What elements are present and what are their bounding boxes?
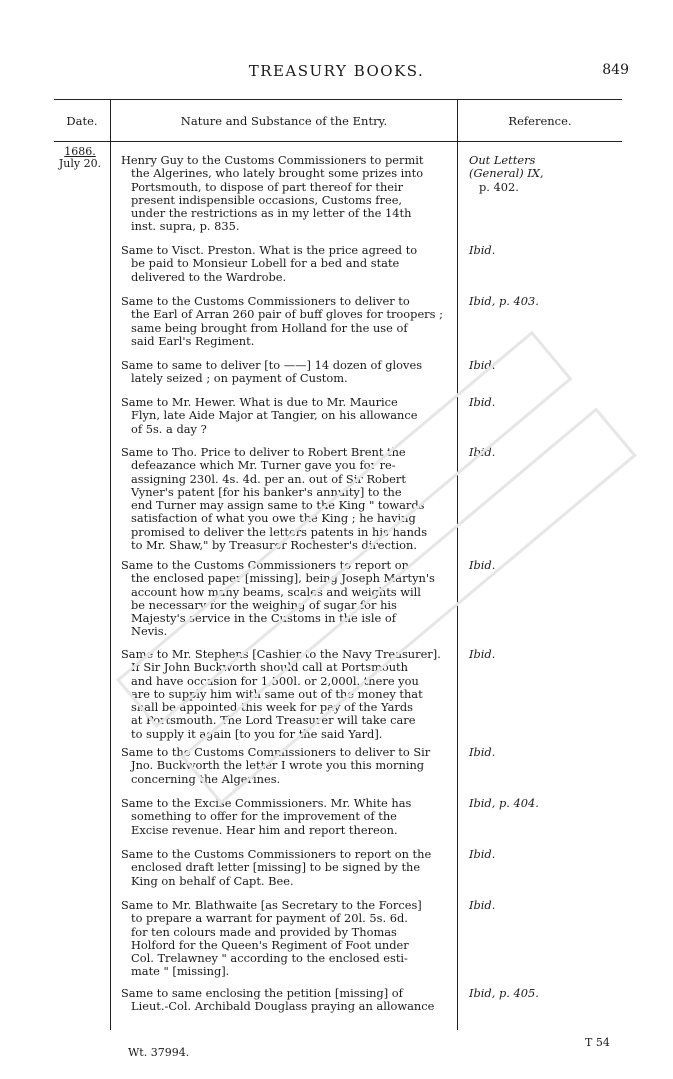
entry-line: Lieut.-Col. Archibald Douglass praying an allowance <box>131 999 435 1014</box>
entry-line: and have occasion for 1,500l. or 2,000l. there you <box>131 673 419 688</box>
date-column-header: Date. <box>66 114 98 128</box>
entry-line: to supply it again [to you for the said Yard]. <box>131 726 383 741</box>
reference-line: Ibid, p. 403. <box>469 294 539 308</box>
reference-line: Ibid. <box>469 847 496 861</box>
entry-text <box>121 446 456 552</box>
entry-line: be paid to Monsieur Lobell for a bed and state <box>131 256 400 271</box>
entry-line: said Earl's Regiment. <box>131 333 255 348</box>
entry-reference <box>469 648 589 661</box>
date-year: 1686. <box>64 145 96 158</box>
entry-line: assigning 230l. 4s. 4d. per an. out of Sir Robert <box>131 471 406 486</box>
entry-line: Nevis. <box>131 624 168 639</box>
entry-line: Same to the Customs Commissioners to deliver to Sir <box>121 745 431 759</box>
entry-line: Same to Tho. Price to deliver to Robert Brent the <box>121 445 406 459</box>
entry-text <box>121 848 456 888</box>
entry-reference <box>469 797 589 810</box>
entry-line: the enclosed paper [missing], being Joseph Martyn's <box>131 571 435 586</box>
entry-line: concerning the Algerines. <box>131 771 281 786</box>
entry-text <box>121 244 456 284</box>
entry-line: Holford for the Queen's Regiment of Foot under <box>131 937 409 952</box>
entry-line: Same to same enclosing the petition [missing] of <box>121 986 403 1000</box>
table-header-rule <box>54 141 622 142</box>
entry-line: enclosed draft letter [missing] to be signed by the <box>131 860 421 875</box>
nature-column-header: Nature and Substance of the Entry. <box>180 114 388 128</box>
entry-reference <box>469 154 589 194</box>
reference-line: Out Letters (General) IX, <box>469 153 544 181</box>
reference-column-divider <box>457 100 458 1030</box>
entry-line: shall be appointed this week for pay of the Yards <box>131 700 414 715</box>
entry-reference <box>469 987 589 1000</box>
entry-reference <box>469 899 589 912</box>
entry-reference <box>469 446 589 459</box>
entry-line: lately seized ; on payment of Custom. <box>131 371 348 386</box>
entry-line: Same to Mr. Blathwaite [as Secretary to the Forces] <box>121 898 422 912</box>
entry-line: account how many beams, scales and weights will <box>131 584 421 599</box>
entry-line: the Earl of Arran 260 pair of buff gloves for troopers ; <box>131 307 443 322</box>
entry-line: Same to the Excise Commissioners. Mr. White has <box>121 796 412 810</box>
entry-text <box>121 648 456 741</box>
entry-line: to prepare a warrant for payment of 20l. 5s. 6d. <box>131 911 408 926</box>
entry-line: Col. Trelawney " according to the enclosed esti- <box>131 951 408 966</box>
entry-text <box>121 987 456 1014</box>
entry-line: be necessary for the weighing of sugar for his <box>131 597 397 612</box>
entry-line: Portsmouth, to dispose of part thereof for their <box>131 179 404 194</box>
reference-line: Ibid, p. 405. <box>469 986 539 1000</box>
reference-line: Ibid. <box>469 445 496 459</box>
entry-text <box>121 295 456 348</box>
entry-line: present indispensible occasions, Customs free, <box>131 192 403 207</box>
entry-text <box>121 899 456 979</box>
entry-line: Henry Guy to the Customs Commissioners to permit <box>121 153 424 167</box>
entry-line: same being brought from Holland for the use of <box>131 320 408 335</box>
entry-line: Same to Visct. Preston. What is the price agreed to <box>121 243 418 257</box>
entry-line: Vyner's patent [for his banker's annuity] to the <box>131 484 402 499</box>
reference-line: Ibid. <box>469 395 496 409</box>
entry-reference <box>469 396 589 409</box>
entry-line: of 5s. a day ? <box>131 421 207 436</box>
entry-line: If Sir John Buckworth should call at Portsmouth <box>131 660 408 675</box>
entry-line: are to supply him with same out of the money that <box>131 686 423 701</box>
entry-text <box>121 154 456 234</box>
entry-reference <box>469 848 589 861</box>
reference-line: Ibid. <box>469 898 496 912</box>
entry-line: promised to deliver the letters patents in his hands <box>131 524 428 539</box>
entry-line: Same to same to deliver [to ——] 14 dozen of gloves <box>121 358 423 372</box>
entry-line: Same to the Customs Commissioners to deliver to <box>121 294 410 308</box>
entry-reference <box>469 559 589 572</box>
running-title: TREASURY BOOKS. <box>248 62 425 80</box>
entry-line: mate " [missing]. <box>131 964 230 979</box>
entry-line: Same to the Customs Commissioners to report on <box>121 558 409 572</box>
entry-text <box>121 559 456 639</box>
reference-line: Ibid. <box>469 745 496 759</box>
reference-line: Ibid. <box>469 243 496 257</box>
entry-line: Jno. Buckworth the letter I wrote you this morning <box>131 758 425 773</box>
date-column-divider <box>110 100 111 1030</box>
entry-line: Excise revenue. Hear him and report thereon. <box>131 822 398 837</box>
entry-line: satisfaction of what you owe the King ; he having <box>131 511 416 526</box>
print-code: Wt. 37994. <box>128 1046 190 1059</box>
entry-line: to Mr. Shaw," by Treasurer Rochester's direction. <box>131 538 417 553</box>
entry-text <box>121 797 456 837</box>
reference-line: Ibid, p. 404. <box>469 796 539 810</box>
entry-reference <box>469 295 589 308</box>
entry-text <box>121 359 456 386</box>
entry-line: Flyn, late Aide Major at Tangier, on his allowance <box>131 408 418 423</box>
entry-reference <box>469 746 589 759</box>
entry-line: Same to Mr. Stephens [Cashier to the Navy Treasurer]. <box>121 647 441 661</box>
table-top-rule <box>54 99 622 100</box>
reference-line: p. 402. <box>479 179 519 194</box>
entry-line: for ten colours made and provided by Thomas <box>131 924 397 939</box>
reference-line: Ibid. <box>469 647 496 661</box>
entry-line: at Portsmouth. The Lord Treasurer will take care <box>131 713 416 728</box>
entry-line: defeazance which Mr. Turner gave you for re- <box>131 458 396 473</box>
entry-reference <box>469 359 589 372</box>
entry-line: King on behalf of Capt. Bee. <box>131 873 294 888</box>
entry-reference <box>469 244 589 257</box>
date-day: July 20. <box>58 157 102 170</box>
entry-line: delivered to the Wardrobe. <box>131 269 287 284</box>
entry-line: under the restrictions as in my letter of the 14th <box>131 206 412 221</box>
page-number: 849 <box>602 62 629 78</box>
entry-line: inst. supra, p. 835. <box>131 219 240 234</box>
entry-text <box>121 746 456 786</box>
signature-mark: T 54 <box>585 1036 610 1049</box>
entry-line: end Turner may assign same to the King " towards <box>131 498 425 513</box>
entry-line: Majesty's service in the Customs in the isle of <box>131 611 396 626</box>
entry-line: the Algerines, who lately brought some prizes into <box>131 166 424 181</box>
entry-line: Same to Mr. Hewer. What is due to Mr. Maurice <box>121 395 398 409</box>
reference-line: Ibid. <box>469 358 496 372</box>
entry-line: something to offer for the improvement of the <box>131 809 397 824</box>
entry-line: Same to the Customs Commissioners to report on the <box>121 847 432 861</box>
reference-line: Ibid. <box>469 558 496 572</box>
entry-text <box>121 396 456 436</box>
reference-column-header: Reference. <box>508 114 572 128</box>
